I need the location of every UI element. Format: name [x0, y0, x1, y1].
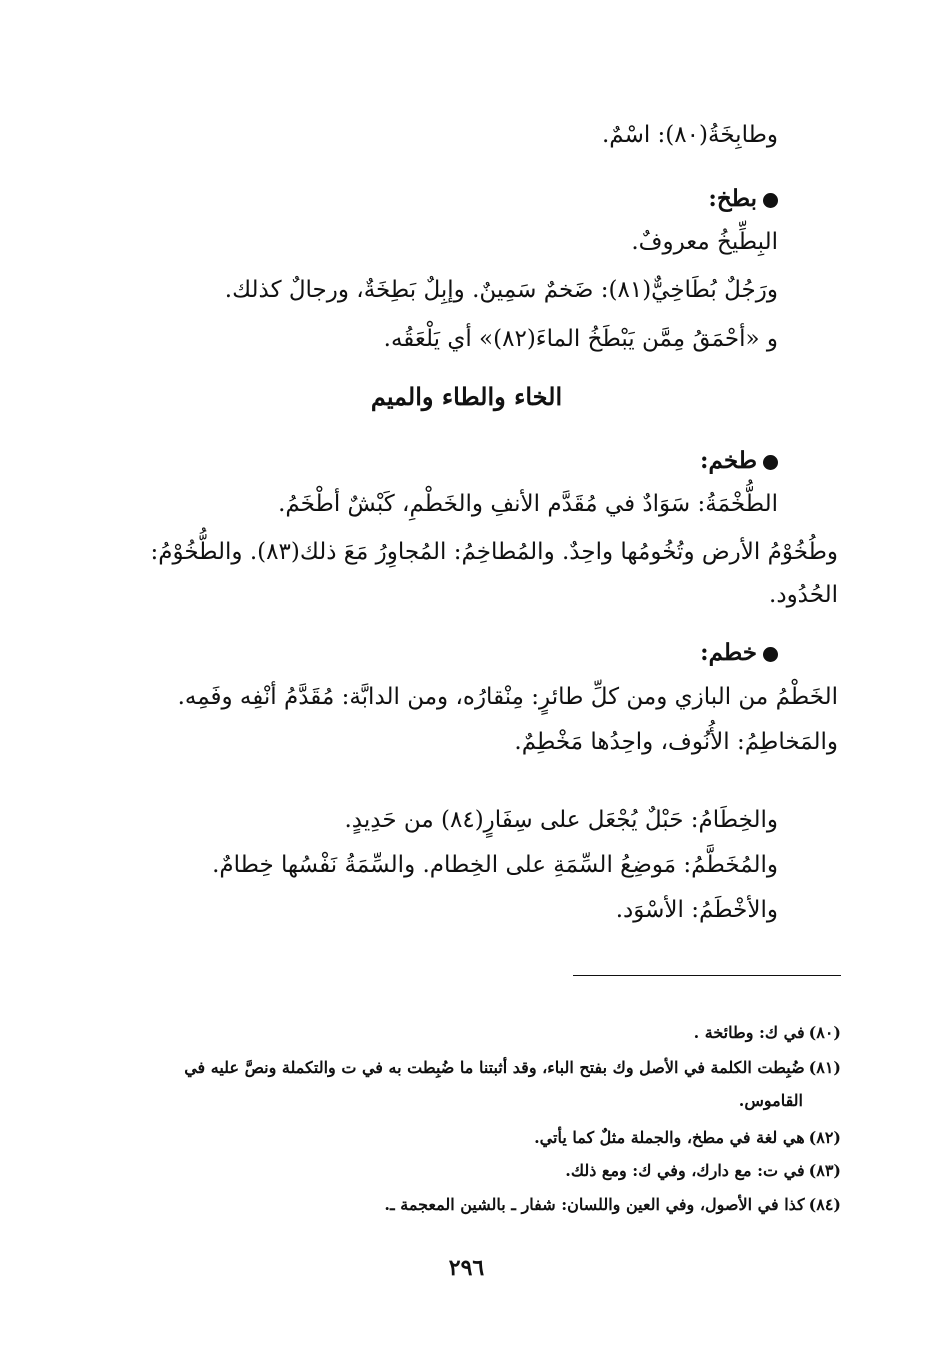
- footnote-text: في ت: مع دارك، وفي ك: ومع ذلك.: [565, 1161, 805, 1180]
- footnote-text: هي لغة في مطخ، والجملة مثلٌ كما يأتي.: [534, 1128, 805, 1147]
- text-line: الخَطْمُ من البازي ومن كلِّ طائرٍ: مِنْقارُه، ومن الدابَّة: مُقَدَّمُ أنْفِه وفَمِه.: [177, 684, 838, 710]
- footnote-text: ضُبِطت الكلمة في الأصل وك بفتح الباء، وقد أثبتنا ما ضُبِطت به في ت والتكملة ونصَّ عليه في: [184, 1058, 805, 1077]
- text-line: الحُدُود.: [769, 582, 838, 608]
- section-title: الخاء والطاء والميم: [370, 382, 563, 411]
- text-line: وطابِخَةُ(٨٠): اسْمٌ.: [601, 122, 778, 148]
- text-line: والخِطَامُ: حَبْلٌ يُجْعَل على سِفَارٍ(٨٤) من حَدِيدٍ.: [344, 807, 778, 833]
- footnote-number: (٨١): [808, 1058, 841, 1077]
- text-line: البِطِّيخُ معروفٌ.: [631, 229, 778, 255]
- footnote-continuation: [739, 1088, 803, 1114]
- footnote-number: (٨٢): [808, 1128, 841, 1147]
- footnote-text: كذا في الأصول، وفي العين واللسان: شفار ـ بالشين المعجمة ـ.: [384, 1195, 805, 1214]
- text-line: و «أحْمَقُ مِمَّن يَبْطَخُ الماءَ(٨٢)» أي يَلْعَقُه.: [383, 326, 778, 352]
- footnote-number: (٨٠): [808, 1023, 841, 1042]
- text-line: وطُخُوْمُ الأرض وتُخُومُها واحِدٌ. والمُطاخِمُ: المُجاوِرُ مَعَ ذلك(٨٣). والطُّخُوْمُ:: [150, 539, 838, 565]
- entry-heading-takhama: [700, 444, 778, 478]
- text-line: الطُّخْمَةُ: سَوَادٌ في مُقَدَّم الأنفِ والخَطْمِ، كَبْشٌ أطْخَمُ.: [278, 491, 778, 517]
- bullet-icon: [763, 193, 778, 208]
- text-line: والأخْطَمُ: الأسْوَد.: [615, 897, 778, 923]
- footnote: [534, 1125, 841, 1151]
- footnote-divider: [573, 975, 841, 976]
- footnote-text: القاموس.: [738, 1091, 803, 1110]
- text-line: والمُخَطَّمُ: مَوضِعُ السِّمَةِ على الخِطام. والسِّمَةُ نَفْسُها خِطامٌ.: [212, 852, 778, 878]
- entry-heading-khatama: [700, 636, 778, 670]
- bullet-icon: [763, 647, 778, 662]
- entry-heading-label: بطخ:: [708, 185, 757, 212]
- footnote: [184, 1055, 841, 1081]
- entry-heading-batakh: [708, 182, 778, 216]
- page-number: ٢٩٦: [448, 1255, 485, 1281]
- text-line: ورَجُلٌ بُطَاخِيٌّ(٨١): ضَخمٌ سَمِينٌ. وإبِلٌ بَطِخَةٌ، ورجالٌ كذلك.: [224, 277, 778, 303]
- footnote-number: (٨٤): [808, 1195, 841, 1214]
- footnote: [694, 1020, 841, 1046]
- footnote: [565, 1158, 841, 1184]
- entry-heading-label: خطم:: [700, 639, 757, 666]
- entry-heading-label: طخم:: [700, 447, 757, 474]
- footnote: [384, 1192, 841, 1218]
- footnote-text: في ك: وطائخة .: [693, 1023, 805, 1042]
- bullet-icon: [763, 455, 778, 470]
- footnote-number: (٨٣): [808, 1161, 841, 1180]
- text-line: والمَخاطِمُ: الأُنُوف، واحِدُها مَخْطِمٌ.: [514, 729, 838, 755]
